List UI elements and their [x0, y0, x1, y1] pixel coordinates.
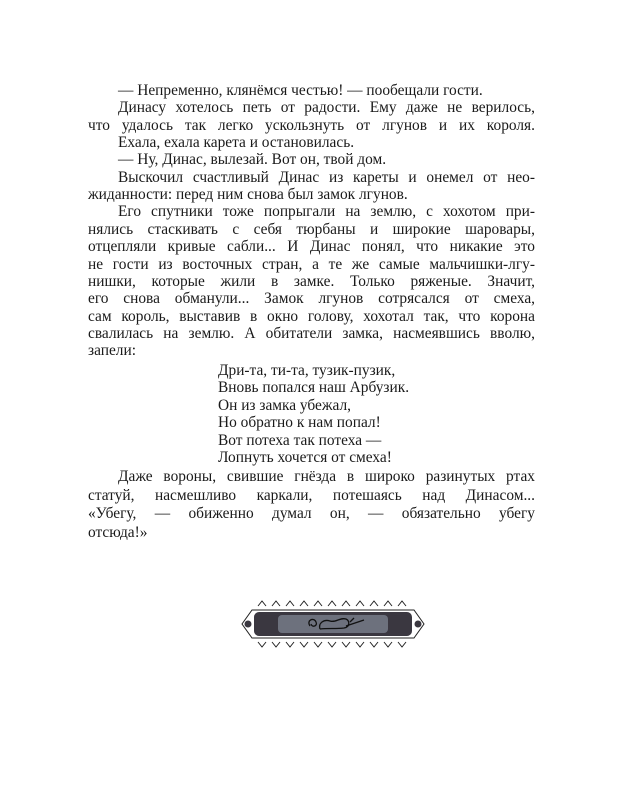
text-line: свалилась на землю. А обитатели замка, насмеявшись вволю,: [88, 324, 535, 342]
text-line: Даже вороны, свившие гнёзда в широко разинутых ртах: [118, 468, 535, 485]
text-line: нялись стаскивать с себя тюрбаны и широкие шаровары,: [88, 220, 535, 238]
text-line: сам король, выставив в окно голову, хохотал так, что корона: [88, 307, 535, 325]
text-line: не гости из восточных стран, а те же самые мальчишки-лгу-: [88, 255, 535, 273]
text-line: Динасу хотелось петь от радости. Ему даже не верилось,: [118, 99, 535, 117]
poem-line: Он из замка убежал,: [218, 396, 352, 414]
decorative-ornament-icon: [238, 596, 428, 652]
poem-line: Дри-та, ти-та, тузик-пузик,: [218, 362, 396, 379]
text-line: запели:: [88, 342, 136, 360]
text-line: его снова обманули... Замок лгунов сотрясался от смеха,: [88, 290, 535, 308]
text-line: Выскочил счастливый Динас из кареты и онемел от нео-: [118, 168, 535, 186]
text-line: отцепляли кривые сабли... И Динас понял, что никакие это: [88, 238, 535, 256]
text-line: — Ну, Динас, вылезай. Вот он, твой дом.: [118, 151, 387, 169]
poem-line: Лопнуть хочется от смеха!: [218, 449, 392, 467]
text-line: нишки, которые жили в замке. Только ряженые. Значит,: [88, 272, 535, 290]
text-line: что удалось так легко ускользнуть от лгунов и их короля.: [88, 116, 535, 134]
text-line: Ехала, ехала карета и остановилась.: [118, 134, 355, 152]
poem-line: Вот потеха так потеха —: [218, 431, 382, 449]
text-line: жиданности: перед ним снова был замок лгунов.: [88, 186, 408, 204]
text-line: — Непременно, клянёмся честью! — пообещали гости.: [118, 82, 483, 99]
text-line: отсюда!»: [88, 523, 148, 541]
poem-line: Но обратно к нам попал!: [218, 414, 381, 432]
poem: [218, 362, 409, 466]
text-line: статуй, насмешливо каркали, потешаясь над Динасом...: [88, 486, 535, 504]
text-line: «Убегу, — обиженно думал он, — обязательно убегу: [88, 505, 535, 523]
poem-line: Вновь попался наш Арбузик.: [218, 379, 410, 397]
text-line: Его спутники тоже попрыгали на землю, с хохотом при-: [118, 203, 535, 221]
